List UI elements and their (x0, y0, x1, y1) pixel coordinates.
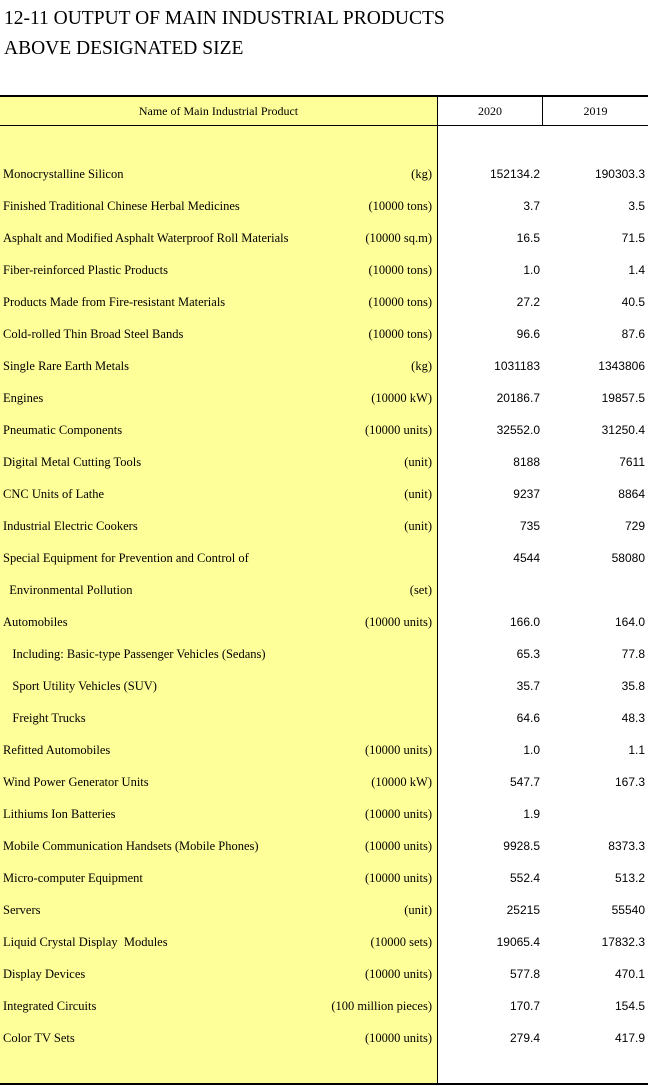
value-2020: 547.7 (509, 775, 540, 789)
value-2019: 19857.5 (601, 391, 645, 405)
product-unit: (10000 units) (364, 967, 432, 981)
value-2020: 170.7 (509, 999, 540, 1013)
table-row (0, 894, 648, 926)
product-unit: (10000 tons) (368, 263, 432, 277)
value-2020: 96.6 (516, 327, 540, 341)
product-unit: (10000 sets) (370, 935, 432, 949)
table-row (0, 414, 648, 446)
product-name: Digital Metal Cutting Tools (3, 455, 142, 469)
product-unit: (set) (409, 583, 432, 597)
product-unit: (10000 tons) (368, 327, 432, 341)
header-year-2019: 2019 (583, 104, 608, 118)
product-unit: (10000 tons) (368, 295, 432, 309)
table-row (0, 190, 648, 222)
table-row (0, 350, 648, 382)
value-2019: 164.0 (614, 615, 645, 629)
header-product-name: Name of Main Industrial Product (138, 104, 299, 118)
table-row (0, 606, 648, 638)
page-title (4, 4, 445, 64)
value-2020: 1.0 (523, 743, 540, 757)
product-unit: (10000 units) (364, 743, 432, 757)
table-row (0, 446, 648, 478)
product-name: Servers (3, 903, 41, 917)
product-unit: (unit) (404, 903, 432, 917)
table-row (0, 574, 648, 606)
table-row (0, 702, 648, 734)
value-2019: 8373.3 (608, 839, 645, 853)
product-unit: (unit) (404, 519, 432, 533)
value-2019: 35.8 (621, 679, 645, 693)
table-row (0, 286, 648, 318)
value-2020: 32552.0 (496, 423, 540, 437)
value-2019: 190303.3 (594, 167, 645, 181)
product-name: Asphalt and Modified Asphalt Waterproof Roll Materials (3, 231, 289, 245)
product-name: Industrial Electric Cookers (3, 519, 138, 533)
table-row (0, 926, 648, 958)
table-row (0, 222, 648, 254)
value-2020: 152134.2 (489, 167, 540, 181)
product-unit: (kg) (411, 359, 432, 373)
product-unit: (10000 units) (364, 807, 432, 821)
table-row (0, 478, 648, 510)
title-line-2: ABOVE DESIGNATED SIZE (4, 38, 244, 59)
product-unit: (100 million pieces) (331, 999, 432, 1013)
product-name: Monocrystalline Silicon (3, 167, 124, 181)
value-2020: 552.4 (509, 871, 540, 885)
product-name: Automobiles (3, 615, 68, 629)
header-year-2020: 2020 (478, 104, 502, 118)
table-bottom-rule (0, 1083, 648, 1085)
product-name: Special Equipment for Prevention and Control of (3, 551, 249, 565)
product-name: Finished Traditional Chinese Herbal Medicines (3, 199, 240, 213)
value-2019: 48.3 (621, 711, 645, 725)
product-name: Micro-computer Equipment (3, 871, 143, 885)
value-2020: 1.9 (523, 807, 540, 821)
table-body (0, 158, 648, 1054)
product-name: Sport Utility Vehicles (SUV) (3, 679, 157, 693)
value-2020: 25215 (506, 903, 540, 917)
value-2019: 17832.3 (601, 935, 645, 949)
product-unit: (10000 sq.m) (365, 231, 432, 245)
industrial-products-table (0, 95, 648, 1085)
product-name: Lithiums Ion Batteries (3, 807, 116, 821)
product-unit: (10000 units) (364, 1031, 432, 1045)
value-2020: 9928.5 (503, 839, 540, 853)
value-2019: 470.1 (614, 967, 645, 981)
value-2019: 513.2 (614, 871, 645, 885)
value-2020: 65.3 (516, 647, 540, 661)
product-name: Wind Power Generator Units (3, 775, 149, 789)
value-2020: 35.7 (516, 679, 540, 693)
value-2020: 1.0 (523, 263, 540, 277)
value-2020: 4544 (513, 551, 540, 565)
value-2019: 8864 (618, 487, 645, 501)
value-2020: 16.5 (516, 231, 540, 245)
table-row (0, 1022, 648, 1054)
product-unit: (10000 units) (364, 871, 432, 885)
value-2019: 7611 (619, 455, 645, 469)
table-row (0, 510, 648, 542)
table-row (0, 670, 648, 702)
product-name: Mobile Communication Handsets (Mobile Phones) (3, 839, 259, 853)
product-unit: (10000 units) (364, 423, 432, 437)
value-2020: 577.8 (509, 967, 540, 981)
product-name: Products Made from Fire-resistant Materials (3, 295, 226, 309)
table-row (0, 158, 648, 190)
table-row (0, 734, 648, 766)
product-unit: (kg) (411, 167, 432, 181)
title-line-1: 12-11 OUTPUT OF MAIN INDUSTRIAL PRODUCTS (4, 8, 445, 29)
table-row (0, 382, 648, 414)
value-2020: 8188 (513, 455, 540, 469)
value-2019: 1.1 (628, 743, 645, 757)
value-2019: 1343806 (598, 359, 645, 373)
value-2019: 55540 (611, 903, 645, 917)
value-2020: 64.6 (516, 711, 540, 725)
value-2019: 40.5 (621, 295, 645, 309)
value-2019: 417.9 (614, 1031, 645, 1045)
product-name: Freight Trucks (3, 711, 86, 725)
value-2020: 9237 (513, 487, 540, 501)
product-unit: (unit) (404, 487, 432, 501)
product-unit: (10000 units) (364, 839, 432, 853)
table-row (0, 318, 648, 350)
value-2019: 167.3 (614, 775, 645, 789)
value-2020: 19065.4 (496, 935, 540, 949)
table-row (0, 990, 648, 1022)
product-name: Color TV Sets (3, 1031, 75, 1045)
product-name: Liquid Crystal Display Modules (3, 935, 168, 949)
product-name: Pneumatic Components (3, 423, 123, 437)
value-2019: 1.4 (628, 263, 645, 277)
table-row (0, 542, 648, 574)
product-name: Single Rare Earth Metals (3, 359, 130, 373)
product-name: Integrated Circuits (3, 999, 97, 1013)
table-row (0, 638, 648, 670)
table-row (0, 798, 648, 830)
value-2019: 3.5 (628, 199, 645, 213)
product-name: CNC Units of Lathe (3, 487, 105, 501)
value-2020: 279.4 (509, 1031, 540, 1045)
product-unit: (10000 kW) (371, 391, 432, 405)
value-2019: 77.8 (621, 647, 645, 661)
product-unit: (10000 units) (364, 615, 432, 629)
table-row (0, 958, 648, 990)
value-2019: 154.5 (614, 999, 645, 1013)
product-name: Fiber-reinforced Plastic Products (3, 263, 168, 277)
value-2019: 31250.4 (601, 423, 645, 437)
product-unit: (unit) (404, 455, 432, 469)
value-2020: 1031183 (494, 359, 540, 373)
product-unit: (10000 kW) (371, 775, 432, 789)
product-name: Display Devices (3, 967, 86, 981)
product-name: Environmental Pollution (3, 583, 133, 597)
value-2019: 729 (624, 519, 645, 533)
product-name: Refitted Automobiles (3, 743, 111, 757)
table-row (0, 254, 648, 286)
value-2020: 3.7 (523, 199, 540, 213)
product-unit: (10000 tons) (368, 199, 432, 213)
product-name: Engines (3, 391, 44, 405)
value-2020: 735 (519, 519, 540, 533)
value-2020: 20186.7 (496, 391, 540, 405)
value-2019: 71.5 (621, 231, 645, 245)
value-2020: 166.0 (509, 615, 540, 629)
table-row (0, 862, 648, 894)
value-2019: 87.6 (621, 327, 645, 341)
table-row (0, 830, 648, 862)
product-name: Cold-rolled Thin Broad Steel Bands (3, 327, 184, 341)
value-2019: 58080 (611, 551, 645, 565)
table-header-rule (0, 125, 648, 126)
table-row (0, 766, 648, 798)
product-name: Including: Basic-type Passenger Vehicles (Sedans) (3, 647, 266, 661)
value-2020: 27.2 (516, 295, 540, 309)
